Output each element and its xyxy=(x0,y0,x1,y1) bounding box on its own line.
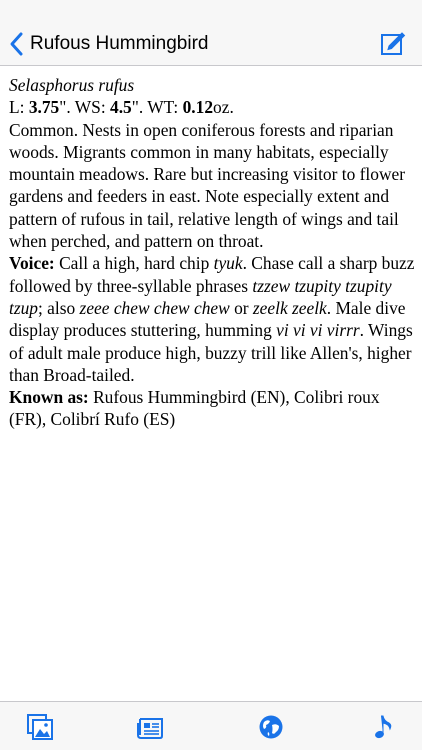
scientific-name: Selasphorus rufus xyxy=(9,75,135,95)
music-note-icon xyxy=(368,713,396,741)
wingspan-value: 4.5 xyxy=(110,97,132,118)
length-value: 3.75 xyxy=(28,97,60,118)
audio-button[interactable] xyxy=(368,713,396,741)
description: Common. Nests in open coniferous forests and riparian woods. Migrants common in many habitats, especially mountain meadows. Rare but increasing visitor to flower gardens and feeders in east. Note especially extent and pattern of rufous in tail, relative length of wings and tail when perched, and pattern on throat. xyxy=(9,119,406,252)
globe-button[interactable] xyxy=(257,713,285,741)
bottom-toolbar xyxy=(0,701,422,750)
chevron-left-icon xyxy=(8,31,26,57)
navigation-bar xyxy=(0,0,422,66)
page-title: Rufous Hummingbird xyxy=(30,33,209,54)
species-account xyxy=(9,74,415,431)
known-as-section: Known as: Rufous Hummingbird (EN), Colibri roux (FR), Colibrí Rufo (ES) xyxy=(9,387,380,430)
measurements: L: 3.75". WS: 4.5". WT: 0.12oz. xyxy=(9,97,234,118)
back-button[interactable] xyxy=(8,30,208,58)
weight-value: 0.12 xyxy=(182,97,214,118)
voice-label: Voice: xyxy=(9,253,55,274)
article-button[interactable] xyxy=(136,713,164,741)
globe-icon xyxy=(257,713,285,741)
edit-button[interactable] xyxy=(380,30,406,56)
known-as-label: Known as: xyxy=(9,387,89,408)
photos-icon xyxy=(26,713,54,741)
compose-icon xyxy=(380,30,406,56)
photos-button[interactable] xyxy=(26,713,54,741)
article-icon xyxy=(136,713,164,741)
voice-section: Voice: Call a high, hard chip tyuk. Chase call a sharp buzz followed by three-syllable phrases tzzew tzupity tzupity tzup; also zeee chew chew chew or zeelk zeelk. Male dive display produces stuttering, humming vi vi vi virrr. Wings of adult male produce high, buzzy trill like Allen's, higher than Broad-tailed. xyxy=(9,253,415,385)
